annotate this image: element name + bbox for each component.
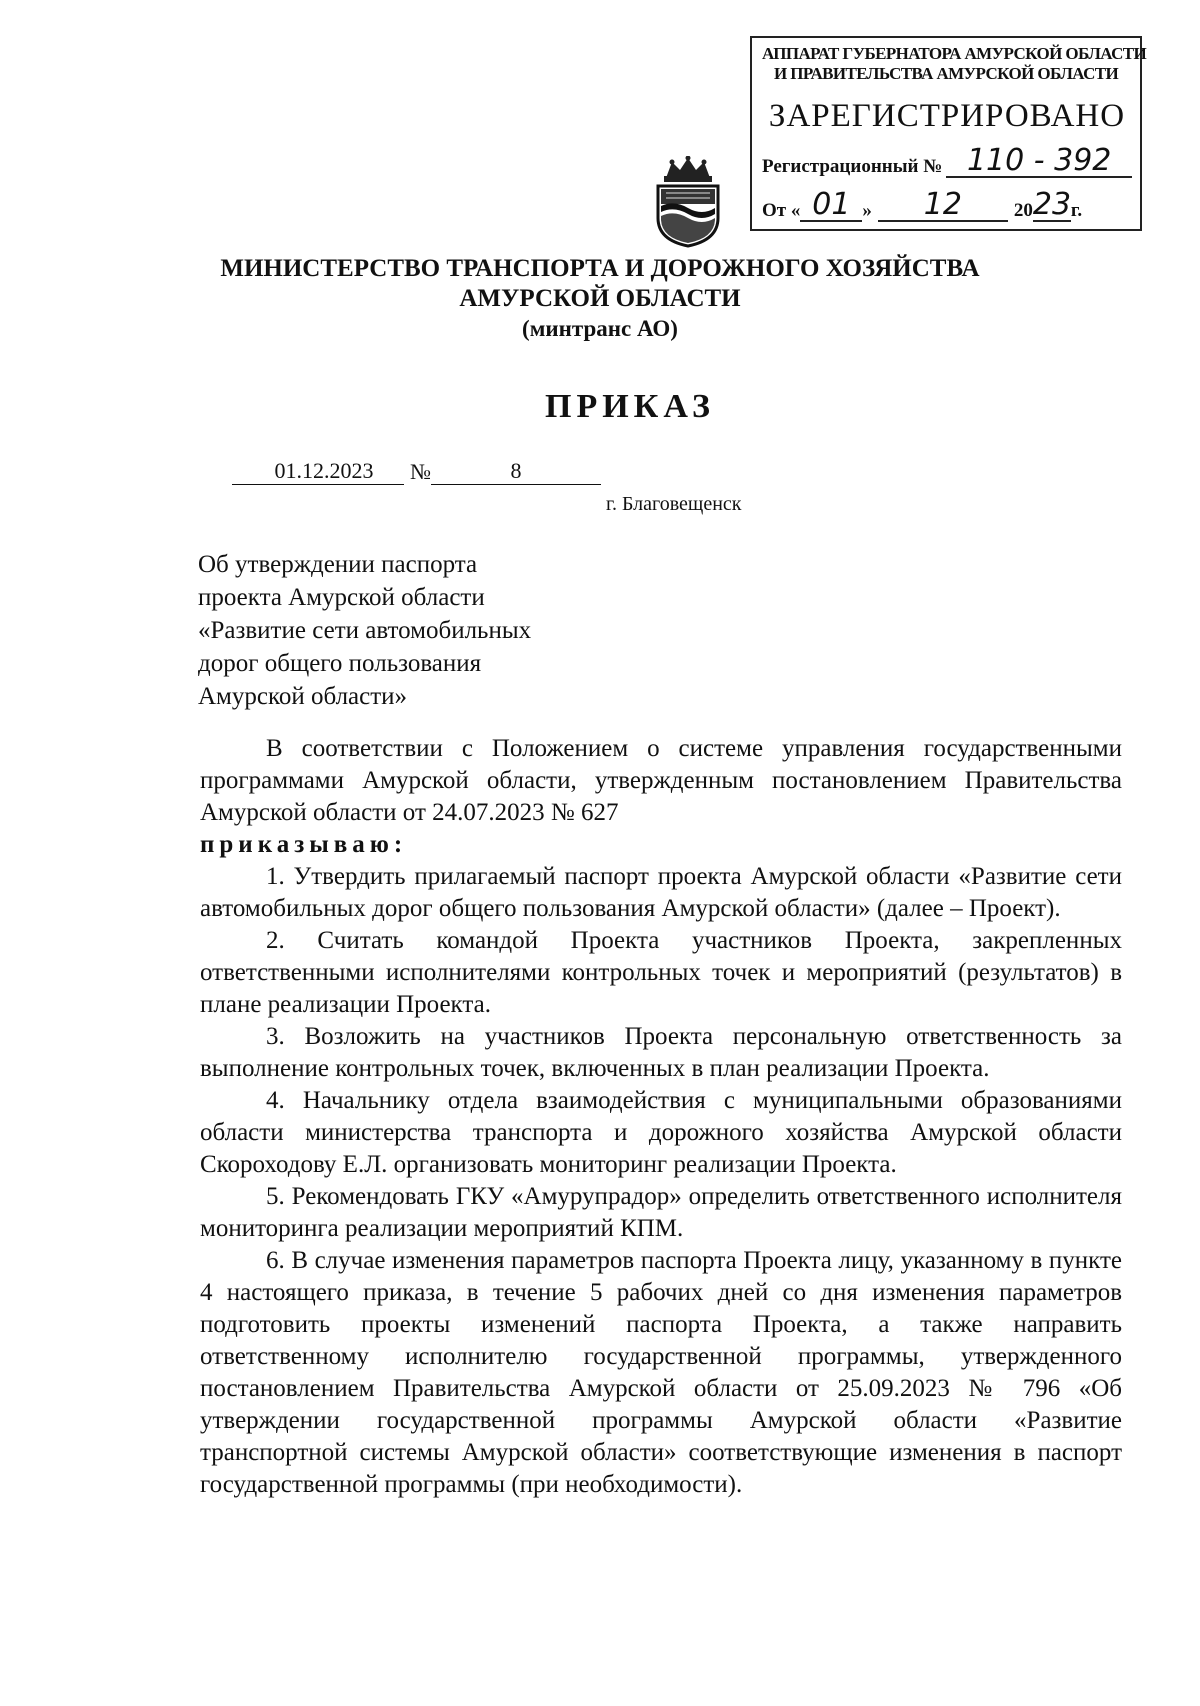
order-item: 5. Рекомендовать ГКУ «Амурупрадор» определить ответственного исполнителя мониторинга реализации мероприятий КПМ.: [200, 1183, 1122, 1242]
subject-line: Амурской области»: [198, 683, 408, 710]
stamp-organization: [762, 44, 1147, 84]
stamp-reg-number: 110 - 392: [946, 146, 1132, 178]
stamp-reg-number-row: [762, 144, 1132, 178]
ministry-short-name: (минтранс АО): [522, 316, 678, 341]
stamp-org-line2: И ПРАВИТЕЛЬСТВА АМУРСКОЙ ОБЛАСТИ: [774, 64, 1119, 83]
stamp-year-end: г.: [1070, 200, 1083, 221]
ministry-name-line2: АМУРСКОЙ ОБЛАСТИ: [459, 285, 741, 312]
stamp-day-close: »: [862, 200, 872, 221]
stamp-date-row: [762, 188, 1132, 222]
ministry-header: [0, 254, 1200, 344]
stamp-month: 12: [878, 190, 1008, 222]
order-body: [200, 733, 1122, 1501]
order-subject: [198, 548, 618, 713]
order-directive: приказываю:: [200, 831, 408, 858]
order-item: 6. В случае изменения параметров паспорта Проекта лицу, указанному в пункте 4 настоящего приказа, в течение 5 рабочих дней со дня изменения параметров подготовить проекты изменений паспорта Проекта, а также направить ответственному исполнителю государственной программы, утвержденного постановлением Правительства Амурской области от 25.09.2023 № 796 «Об утверждении государственной программы Амурской области «Развитие транспортной системы Амурской области» соответствующие изменения в паспорт государственной программы (при необходимости).: [200, 1247, 1122, 1498]
stamp-reg-label: Регистрационный №: [762, 156, 943, 177]
stamp-org-line1: АППАРАТ ГУБЕРНАТОРА АМУРСКОЙ ОБЛАСТИ: [762, 44, 1147, 63]
coat-of-arms-icon: [652, 156, 724, 248]
subject-line: дорог общего пользования: [198, 650, 482, 677]
subject-line: Об утверждении паспорта: [198, 551, 478, 578]
order-date: 01.12.2023: [232, 458, 404, 485]
order-item: 3. Возложить на участников Проекта персональную ответственность за выполнение контрольных точек, включенных в план реализации Проекта.: [200, 1023, 1122, 1082]
order-city: г. Благовещенск: [606, 493, 742, 515]
order-number: 8: [431, 458, 601, 485]
stamp-year-suffix: 23: [1032, 187, 1072, 222]
stamp-registered-label: ЗАРЕГИСТРИРОВАНО: [768, 98, 1126, 134]
ministry-name-line1: МИНИСТЕРСТВО ТРАНСПОРТА И ДОРОЖНОГО ХОЗЯЙСТВА: [220, 255, 980, 282]
registration-stamp: [750, 36, 1147, 231]
order-item: 2. Считать командой Проекта участников Проекта, закрепленных ответственными исполнителями контрольных точек и мероприятий (результатов) в плане реализации Проекта.: [200, 927, 1122, 1018]
stamp-from-label: От «: [762, 200, 801, 221]
stamp-day: 01: [800, 190, 862, 222]
order-preamble: В соответствии с Положением о системе управления государственными программами Амурской области, утвержденным постановлением Правительства Амурской области от 24.07.2023 № 627: [200, 735, 1122, 826]
order-item: 4. Начальнику отдела взаимодействия с муниципальными образованиями области министерства транспорта и дорожного хозяйства Амурской области Скороходову Е.Л. организовать мониторинг реализации Проекта.: [200, 1087, 1122, 1178]
order-date-number-line: [232, 458, 601, 485]
document-type-title: ПРИКАЗ: [545, 388, 715, 425]
subject-line: «Развитие сети автомобильных: [198, 617, 532, 644]
order-item: 1. Утвердить прилагаемый паспорт проекта Амурской области «Развитие сети автомобильных дорог общего пользования Амурской области» (далее – Проект).: [200, 863, 1122, 922]
order-number-label: №: [410, 459, 431, 484]
stamp-year-prefix: 20: [1013, 200, 1033, 221]
subject-line: проекта Амурской области: [198, 584, 485, 611]
